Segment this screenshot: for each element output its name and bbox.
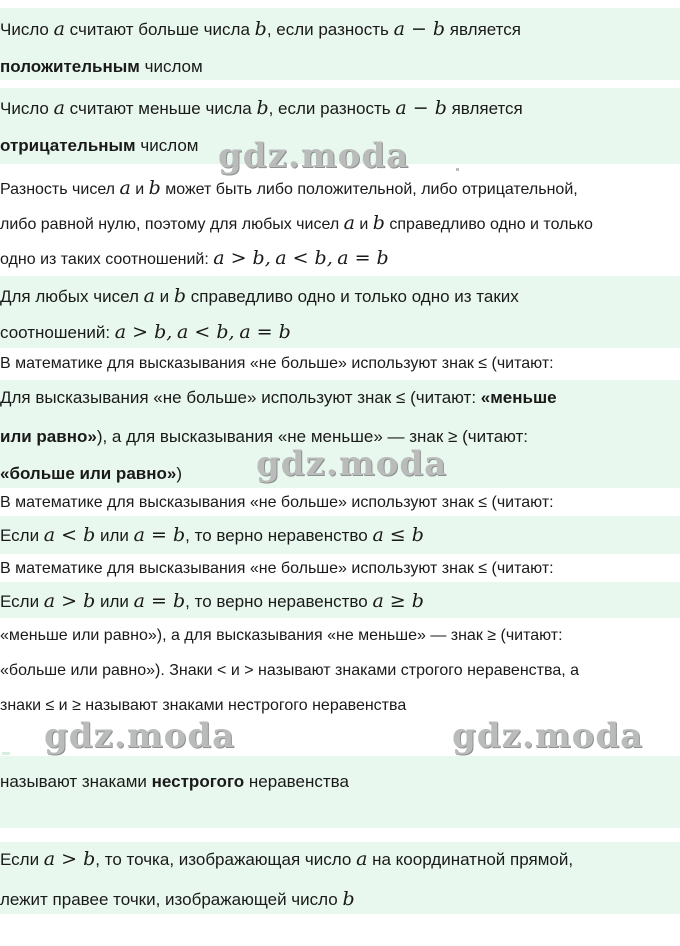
rule-less-or-equal xyxy=(0,516,680,554)
text: может быть либо положительной, либо отрицательной, xyxy=(160,181,578,198)
var-a: a xyxy=(343,212,355,234)
text: В математике для высказывания «не больше» используют знак ≤ (читают: xyxy=(0,560,554,577)
text: является xyxy=(446,99,523,118)
text: на координатной прямой, xyxy=(367,850,574,869)
watermark: gdz.moda xyxy=(256,444,448,484)
text: , то верно неравенство xyxy=(185,526,373,545)
any-numbers-paragraph xyxy=(0,276,680,348)
text: Для высказывания «не больше» используют знак ≤ (читают: xyxy=(0,388,481,407)
strict-signs-paragraph xyxy=(0,620,680,720)
text: Для любых чисел xyxy=(0,287,144,306)
text: Число xyxy=(0,99,54,118)
relation: a < b, xyxy=(177,321,235,343)
relation: a > b, xyxy=(213,247,271,269)
text: неравенства xyxy=(244,772,349,791)
text: , то точка, изображающая число xyxy=(95,850,357,869)
text: , если разность xyxy=(268,99,396,118)
text: и xyxy=(154,287,174,306)
math-sentence xyxy=(0,350,680,380)
bold-term: положительным xyxy=(0,57,140,76)
text: справедливо одно и только xyxy=(384,216,593,233)
bold-term: «больше или равно» xyxy=(0,464,177,483)
relation: a ≥ b xyxy=(372,590,424,612)
text: считают больше числа xyxy=(64,20,255,39)
text: Если xyxy=(0,526,44,545)
text: ), а для высказывания «не меньше» — знак ≥ (читают: xyxy=(96,427,529,446)
text: «меньше или равно»), а для высказывания «не меньше» — знак ≥ (читают: xyxy=(0,627,563,644)
relation: a > b xyxy=(43,590,96,612)
var-a: a xyxy=(143,285,155,307)
text: Если xyxy=(0,850,44,869)
point-paragraph xyxy=(0,842,680,914)
rule-greater-or-equal xyxy=(0,582,680,618)
var-b: b xyxy=(254,18,267,40)
var-a: a xyxy=(356,848,368,870)
text: или xyxy=(95,526,134,545)
text: , если разность xyxy=(266,20,394,39)
difference-paragraph xyxy=(0,168,680,276)
text: считают меньше числа xyxy=(64,99,257,118)
text: и xyxy=(130,181,149,198)
relation: a = b xyxy=(239,321,291,343)
text: Если xyxy=(0,592,44,611)
text: В математике для высказывания «не больше» используют знак ≤ (читают: xyxy=(0,494,554,511)
text: лежит правее точки, изображающей число xyxy=(0,890,343,909)
text: справедливо одно и только одно из таких xyxy=(186,287,519,306)
text: и xyxy=(354,216,373,233)
text: знаки ≤ и ≥ называют знаками нестрогого неравенства xyxy=(0,697,407,714)
bold-term: отрицательным xyxy=(0,136,136,155)
bold-term: нестрогого xyxy=(151,772,245,791)
text: Разность чисел xyxy=(0,181,120,198)
relation: a < b, xyxy=(275,247,333,269)
text: является xyxy=(445,20,521,39)
text: называют знаками xyxy=(0,772,152,791)
watermark: gdz.moda xyxy=(218,136,410,176)
text: «больше или равно»). Знаки < и > называют знаками строгого неравенства, а xyxy=(0,662,579,679)
math-sentence-2 xyxy=(0,488,680,516)
relation: a ≤ b xyxy=(372,524,424,546)
expression: a − b xyxy=(393,18,446,40)
text: одно из таких соотношений: xyxy=(0,251,214,268)
definition-greater xyxy=(0,8,680,80)
text: или xyxy=(95,592,134,611)
relation: a > b xyxy=(43,848,96,870)
relation: a = b xyxy=(133,590,186,612)
text: числом xyxy=(135,136,199,155)
var-b: b xyxy=(256,97,269,119)
text: соотношений: xyxy=(0,323,115,342)
bold-term: или равно» xyxy=(0,427,97,446)
decorative-mark xyxy=(456,168,459,171)
var-b: b xyxy=(148,177,161,199)
text: В математике для высказывания «не больше» используют знак ≤ (читают: xyxy=(0,355,554,372)
var-b: b xyxy=(342,888,355,910)
text: числом xyxy=(139,57,203,76)
math-sentence-3 xyxy=(0,554,680,582)
nonstrict-paragraph xyxy=(0,756,680,828)
var-a: a xyxy=(53,97,65,119)
var-b: b xyxy=(372,212,385,234)
text: , то верно неравенство xyxy=(185,592,373,611)
watermark: gdz.moda xyxy=(452,716,644,756)
expression: a − b xyxy=(395,97,447,119)
relation: a > b, xyxy=(114,321,173,343)
var-b: b xyxy=(173,285,187,307)
relation: a = b xyxy=(337,247,389,269)
decorative-mark xyxy=(2,752,10,755)
var-a: a xyxy=(53,18,65,40)
text: ) xyxy=(176,464,183,483)
watermark: gdz.moda xyxy=(44,716,236,756)
text: либо равной нулю, поэтому для любых чисел xyxy=(0,216,344,233)
bold-term: «меньше xyxy=(480,388,557,407)
relation: a = b xyxy=(133,524,186,546)
text: Число xyxy=(0,20,54,39)
var-a: a xyxy=(119,177,131,199)
relation: a < b xyxy=(43,524,96,546)
